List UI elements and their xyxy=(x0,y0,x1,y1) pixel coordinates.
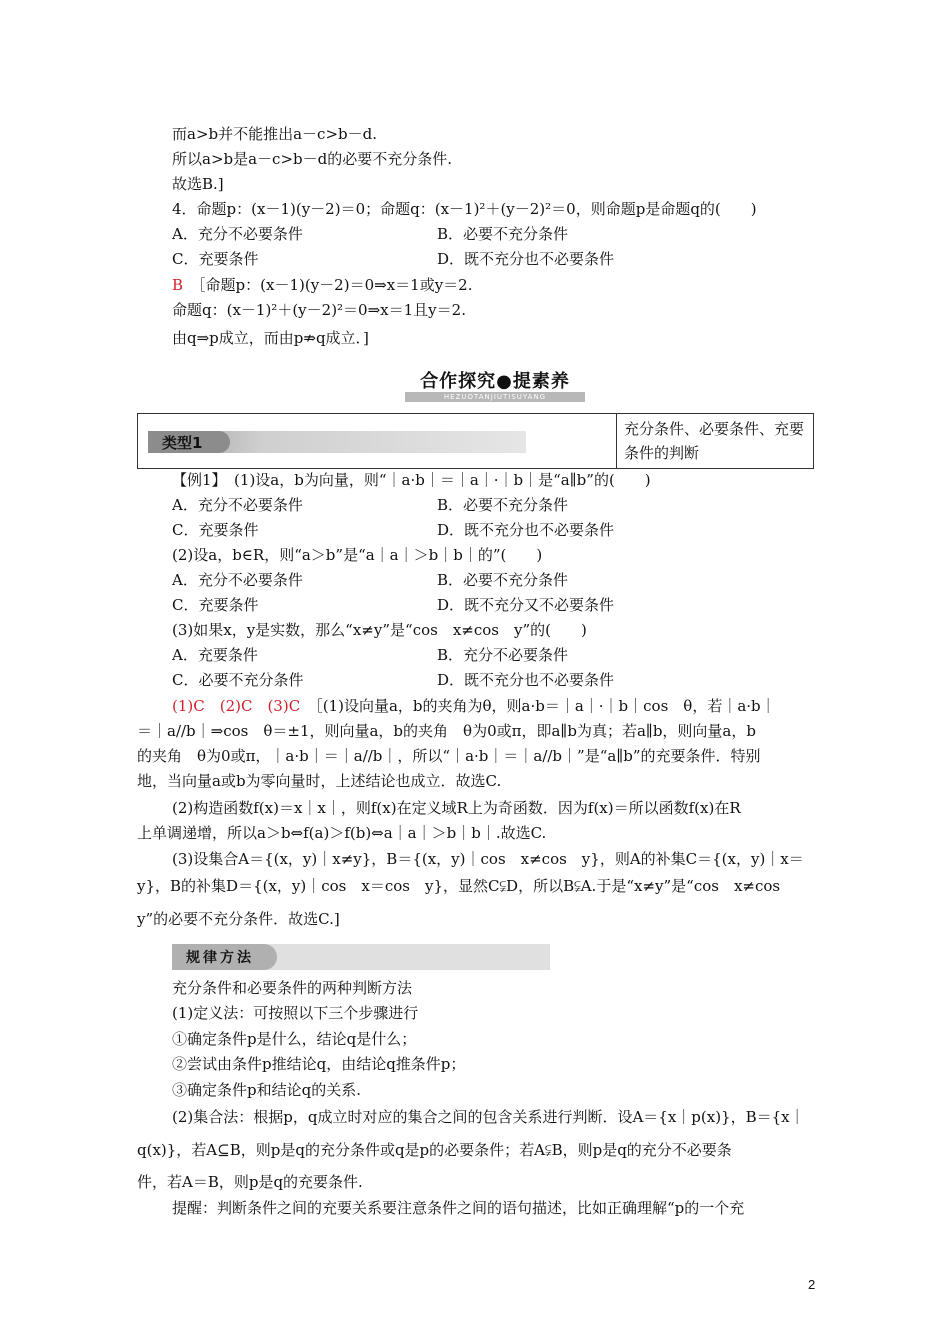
example-q3: (3)如果x，y是实数，那么“x≠y”是“cos x≠cos y”的( ) xyxy=(172,621,587,639)
solution-line xyxy=(172,696,776,716)
method-line: 充分条件和必要条件的两种判断方法 xyxy=(172,979,413,997)
option-d: D．既不充分也不必要条件 xyxy=(437,521,615,539)
type-tag-label: 类型1 xyxy=(162,434,203,452)
option-a: A．充分不必要条件 xyxy=(172,496,303,514)
text-line: 命题q：(x－1)²＋(y－2)²＝0⇒x＝1且y＝2. xyxy=(172,301,466,319)
example-q1: 【例1】 (1)设a，b为向量，则“｜a·b｜＝｜a｜·｜b｜是“a∥b”的( ) xyxy=(172,471,651,489)
method-line: (2)集合法：根据p，q成立时对应的集合之间的包含关系进行判断．设A＝{x｜p(x)}，B＝{x｜ xyxy=(172,1108,805,1126)
banner-subtitle: HEZUOTANJIUTISUYANG xyxy=(405,392,585,402)
method-tag-label: 规律方法 xyxy=(186,950,254,966)
answer-letter: B xyxy=(172,276,184,294)
method-line: ①确定条件p是什么，结论q是什么； xyxy=(172,1030,417,1048)
solution-line: 上单调递增，所以a＞b⇔f(a)＞f(b)⇔a｜a｜＞b｜b｜.故选C. xyxy=(137,824,547,842)
method-line: ③确定条件p和结论q的关系. xyxy=(172,1081,361,1099)
option-a: A．充分不必要条件 xyxy=(172,571,303,589)
method-tag xyxy=(172,944,550,970)
method-line: (1)定义法：可按照以下三个步骤进行 xyxy=(172,1004,419,1022)
option-c: C．必要不充分条件 xyxy=(172,671,304,689)
question-4: 4．命题p：(x－1)(y－2)＝0；命题q：(x－1)²＋(y－2)²＝0，则命题p是命题q的( ) xyxy=(172,200,757,218)
option-c: C．充要条件 xyxy=(172,250,259,268)
option-d: D．既不充分也不必要条件 xyxy=(437,671,615,689)
option-b: B．必要不充分条件 xyxy=(437,571,569,589)
text-line: 由q⇒p成立，而由p⇏q成立．] xyxy=(172,329,369,347)
type-tag xyxy=(148,431,526,453)
text-line: 故选B.] xyxy=(172,175,224,193)
solution-line: 地，当向量a或b为零向量时，上述结论也成立．故选C. xyxy=(137,772,502,790)
answers: (1)C (2)C (3)C xyxy=(172,697,301,715)
solution-text: ［(1)设向量a，b的夹角为θ，则a·b＝｜a｜·｜b｜cos θ，若｜a·b｜ xyxy=(315,697,776,715)
solution-line: (3)设集合A＝{(x，y)｜x≠y}，B＝{(x，y)｜cos x≠cos y}，则A的补集C＝{(x，y)｜x＝ xyxy=(172,850,804,868)
solution-line: y}，B的补集D＝{(x，y)｜cos x＝cos y}，显然C⫋D，所以B⫋A.于是“x≠y”是“cos x≠cos xyxy=(137,877,781,895)
answer-text: ［命题p：(x－1)(y－2)＝0⇒x＝1或y＝2. xyxy=(198,276,473,294)
method-line: ②尝试由条件p推结论q，由结论q推条件p； xyxy=(172,1055,466,1073)
solution-line: (2)构造函数f(x)＝x｜x｜，则f(x)在定义域R上为奇函数．因为f(x)＝所以函数f(x)在R xyxy=(172,799,741,817)
type-description: 充分条件、必要条件、充要条件的判断 xyxy=(624,420,805,462)
type-box xyxy=(137,413,814,469)
option-d: D．既不充分也不必要条件 xyxy=(437,250,615,268)
option-c: C．充要条件 xyxy=(172,521,259,539)
text-line: 而a>b并不能推出a－c>b－d. xyxy=(172,125,377,143)
solution-line: 的夹角 θ为0或π，｜a·b｜＝｜a//b｜，所以“｜a·b｜＝｜a//b｜”是“a∥b”的充要条件．特别 xyxy=(137,747,761,765)
example-q2: (2)设a，b∈R，则“a＞b”是“a｜a｜＞b｜b｜的”( ) xyxy=(172,546,543,564)
option-c: C．充要条件 xyxy=(172,596,259,614)
section-banner xyxy=(395,367,595,403)
banner-title: 合作探究●提素养 xyxy=(420,371,570,392)
method-line: 件，若A＝B，则p是q的充要条件. xyxy=(137,1173,363,1191)
solution-line: ＝｜a//b｜⇒cos θ＝±1，则向量a，b的夹角 θ为0或π，即a∥b为真；若a∥b，则向量a，b xyxy=(137,722,756,740)
method-line: q(x)}，若A⊆B，则p是q的充分条件或q是p的必要条件；若A⫋B，则p是q的充分不必要条 xyxy=(137,1141,732,1159)
option-b: B．必要不充分条件 xyxy=(437,225,569,243)
option-a: A．充分不必要条件 xyxy=(172,225,303,243)
answer-line xyxy=(172,275,472,295)
text-line: 所以a>b是a－c>b－d的必要不充分条件. xyxy=(172,150,452,168)
method-line: 提醒：判断条件之间的充要关系要注意条件之间的语句描述，比如正确理解“p的一个充 xyxy=(172,1199,745,1217)
page-number: 2 xyxy=(808,1277,816,1292)
option-b: B．充分不必要条件 xyxy=(437,646,569,664)
option-b: B．必要不充分条件 xyxy=(437,496,569,514)
solution-line: y”的必要不充分条件．故选C.] xyxy=(137,910,340,928)
option-d: D．既不充分又不必要条件 xyxy=(437,596,615,614)
option-a: A．充要条件 xyxy=(172,646,258,664)
